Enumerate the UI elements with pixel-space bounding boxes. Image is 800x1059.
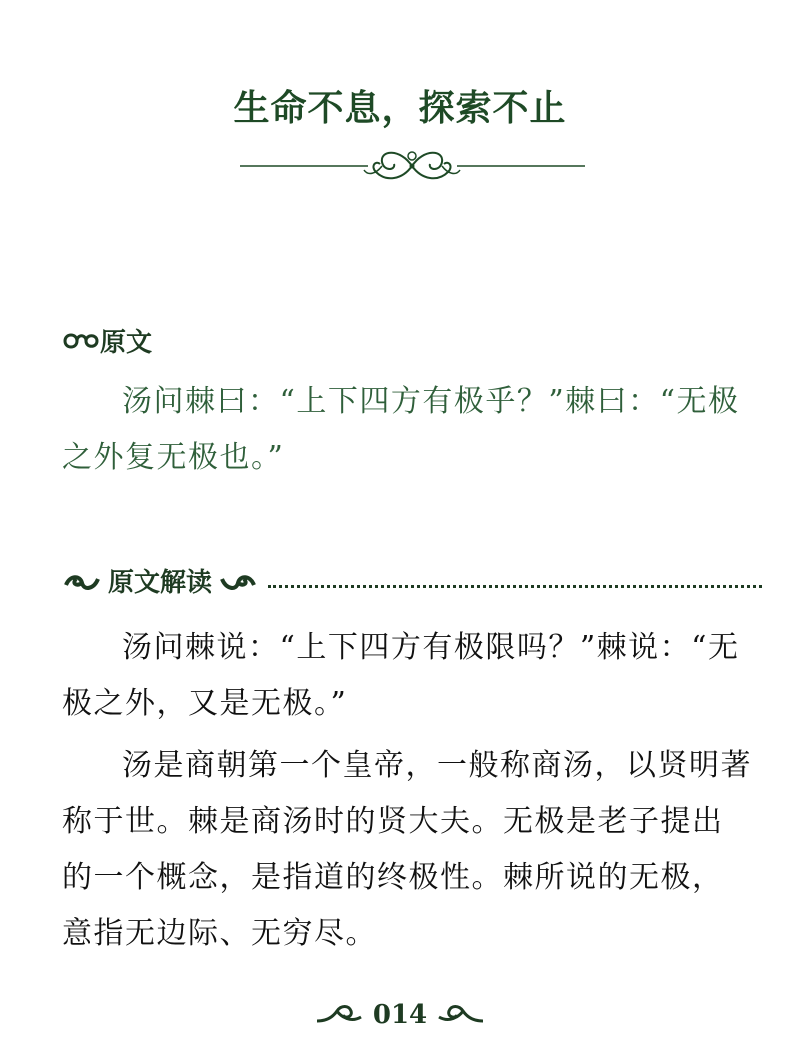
page-number: 014: [372, 1000, 428, 1030]
interpretation-paragraph-2: 汤是商朝第一个皇帝，一般称商汤，以贤明著称于世。棘是商汤时的贤大夫。无极是老子提出的一个概念，是指道的终极性。棘所说的无极，意指无边际、无穷尽。: [62, 748, 752, 951]
interpretation-heading-label: 原文解读: [108, 568, 213, 598]
curl-right-icon: [218, 569, 258, 593]
page-title: 生命不息，探索不止: [233, 88, 567, 129]
original-text-heading: [62, 322, 152, 359]
footer-ornament-left-icon: [315, 1003, 363, 1027]
title-divider-ornament: [240, 142, 585, 190]
interpretation-heading: [62, 562, 762, 599]
original-text-heading-label: 原文: [100, 328, 153, 358]
page-footer: [0, 1000, 800, 1030]
swirl-ornament-icon: [62, 330, 100, 352]
dotted-leader: [268, 585, 762, 588]
original-text: 汤问棘曰：“上下四方有极乎？”棘曰：“无极之外复无极也。”: [62, 384, 740, 475]
interpretation-paragraph-1: 汤问棘说：“上下四方有极限吗？”棘说：“无极之外，又是无极。”: [62, 630, 740, 721]
curl-left-icon: [62, 569, 102, 593]
footer-ornament-right-icon: [437, 1003, 485, 1027]
